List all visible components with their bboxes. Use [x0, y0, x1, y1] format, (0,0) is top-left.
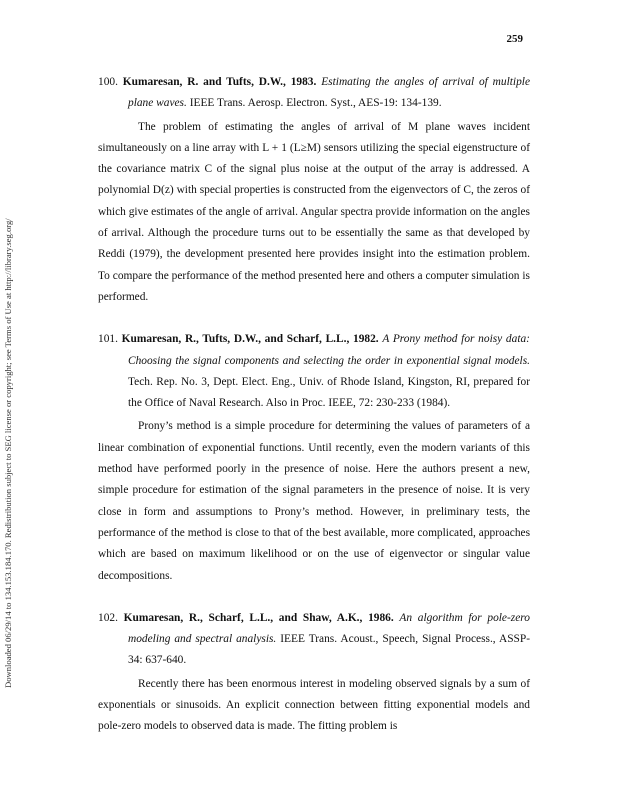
source: Tech. Rep. No. 3, Dept. Elect. Eng., Univ. of Rhode Island, Kingston, RI, prepared for the Office of Naval Research. Also in Proc. IEEE, 72: 230-233 (1984).: [128, 375, 530, 410]
source: IEEE Trans. Aerosp. Electron. Syst., AES-19: 134-139.: [189, 97, 442, 110]
download-notice: [3, 118, 17, 688]
title: A Prony method for noisy data: Choosing the signal components and selecting the order in exponential signal models.: [128, 333, 530, 367]
authors: Kumaresan, R., Tufts, D.W., and Scharf, L.L., 1982.: [121, 333, 379, 346]
entry-number: 102.: [98, 611, 118, 624]
abstract: The problem of estimating the angles of arrival of M plane waves incident simultaneously on a line array with L + 1 (L≥M) sensors utilizing the special eigenstructure of the covariance matrix C of the signal plus noise at the output of the array is addressed. A polynomial D(z) with special properties is constructed from the eigenvectors of C, the zeros of which give estimates of the angle of arrival. Angular spectra provide information on the angles of arrival. Although the procedure turns out to be essentially the same as that developed by Reddi (1979), the development presented here provides insight into the estimation problem. To compare the performance of the method presented here and others a computer simulation is performed.: [98, 120, 530, 303]
abstract: Prony’s method is a simple procedure for determining the values of parameters of a linear combination of exponential functions. Until recently, even the modern variants of this method have performed poorly in the presence of noise. Here the authors present a new, simple procedure for estimation of the signal parameters in the presence of noise. It is very close in form and assumptions to Prony’s method. However, in preliminary tests, the performance of the method is close to that of the best available, more complicated, approaches which are based on maximum likelihood or on the use of eigenvector or singular value decompositions.: [98, 420, 530, 582]
entry-number: 101.: [98, 333, 118, 346]
bib-entry-100: [98, 72, 530, 308]
citation: [98, 72, 530, 115]
entry-number: 100.: [98, 76, 118, 88]
abstract: Recently there has been enormous interest in modeling observed signals by a sum of exponentials or sinusoids. An explicit connection between fitting exponential models and pole-zero models to observed data is made. The fitting problem is: [98, 677, 530, 733]
bib-entry-102: [98, 608, 530, 738]
title: An algorithm for pole-zero modeling and spectral analysis.: [128, 611, 530, 646]
citation: [98, 329, 530, 414]
authors: Kumaresan, R. and Tufts, D.W., 1983.: [122, 76, 317, 88]
citation: [98, 608, 530, 672]
page-number: 259: [506, 33, 523, 45]
title: Estimating the angles of arrival of multiple plane waves.: [128, 76, 531, 110]
source: IEEE Trans. Acoust., Speech, Signal Process., ASSP-34: 637-640.: [128, 633, 531, 667]
bib-entry-101: [98, 329, 530, 587]
download-notice-text: Downloaded 06/29/14 to 134.153.184.170. Redistribution subject to SEG license or copyright; see Terms of Use at http://library.seg.org/: [3, 218, 13, 688]
authors: Kumaresan, R., Scharf, L.L., and Shaw, A.K., 1986.: [123, 611, 394, 624]
bibliography-content: [98, 72, 530, 759]
